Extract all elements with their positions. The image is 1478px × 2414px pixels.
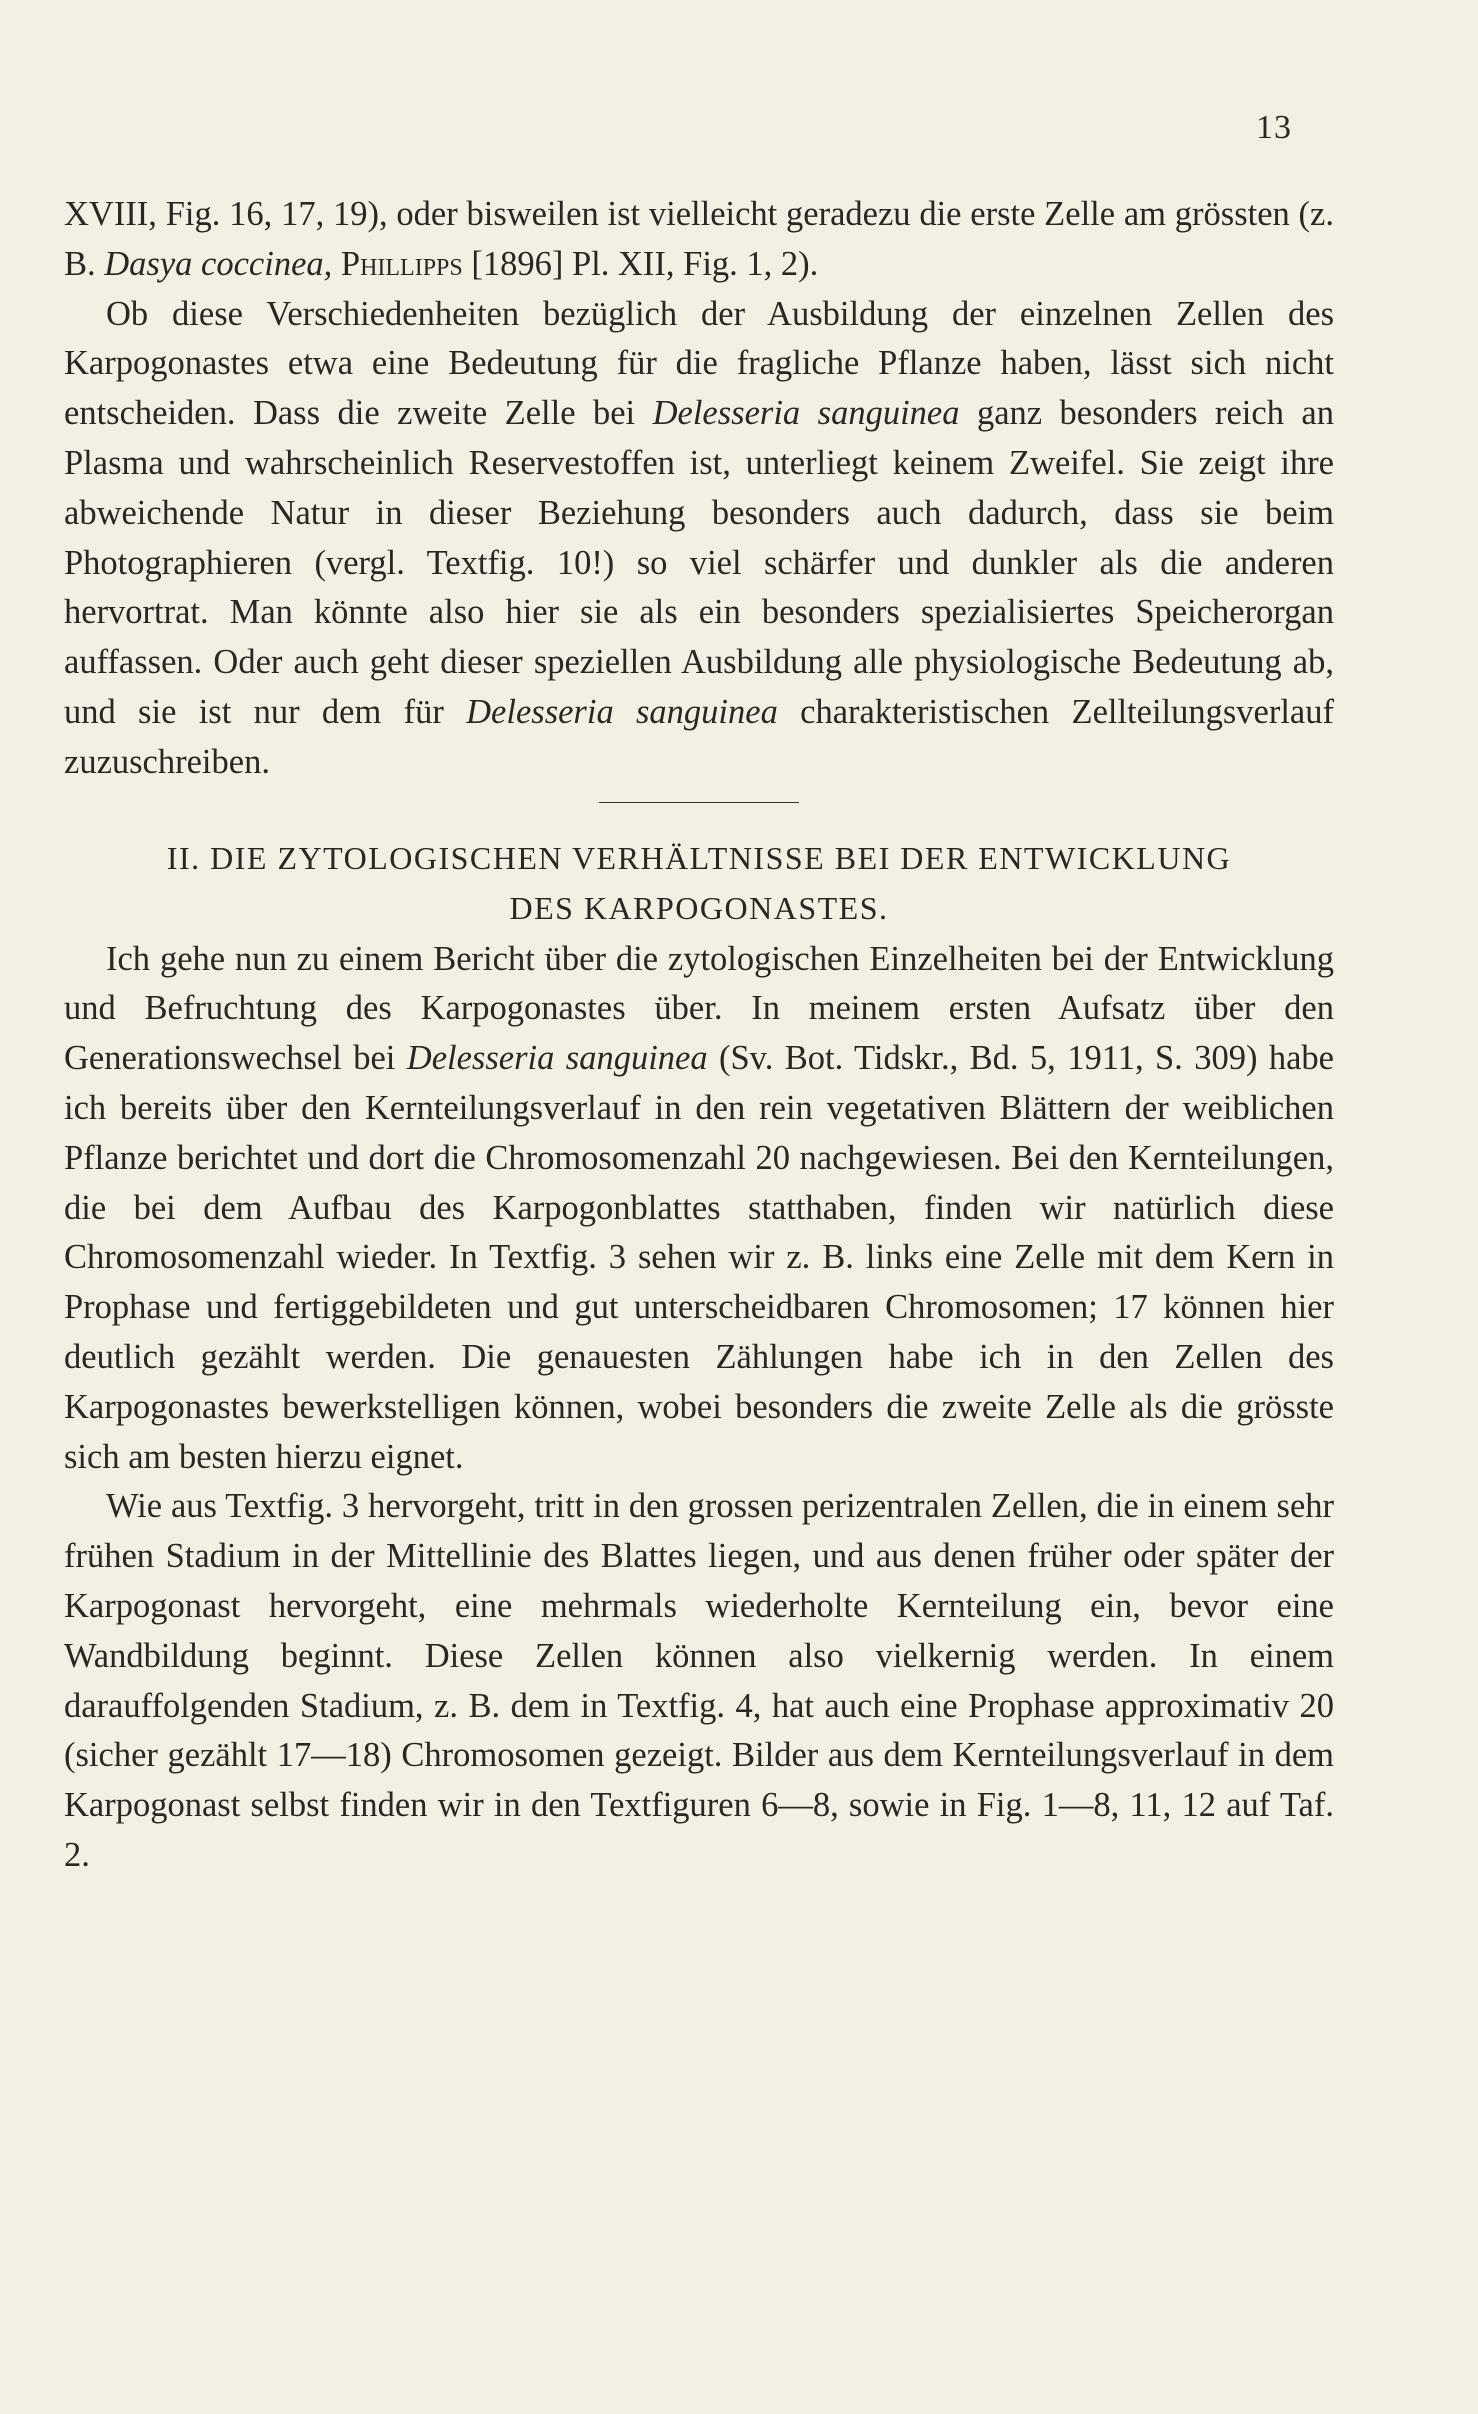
text-run: XVIII, Fig. 16, 17, 19), oder bisweilen ist vielleicht geradezu die erste Zelle am grössten (z. B.: [64, 195, 1334, 283]
page-number: 13: [1256, 109, 1292, 146]
italic-species-name: Delesseria sanguinea: [652, 394, 960, 433]
text-run: [332, 245, 341, 283]
text-run: charakteristischen Zellteilungsverlauf zuzuschreiben.: [64, 692, 1334, 781]
text-run: [1896] Pl. XII, Fig. 1, 2).: [462, 244, 819, 283]
section-heading: [64, 833, 1334, 933]
section-separator-rule: [599, 802, 799, 803]
text-run: Wie aus Textfig. 3 hervorgeht, tritt in den grossen perizentralen Zellen, die in einem sehr frühen Stadium in der Mittellinie des Blattes liegen, und aus denen früher oder später der Karpogonast hervorgeht, eine mehrmals wiederholte Kernteilung ein, bevor eine Wandbildung beginnt. Diese Zellen können also vielkernig werden. In einem darauffolgenden Stadium, z. B. dem in Textfig. 4, hat auch eine Prophase approximativ 20 (sicher gezählt 17—18) Chromosomen gezeigt. Bilder aus dem Kernteilungsverlauf in dem Karpogonast selbst finden wir in den Textfiguren 6—8, sowie in Fig. 1—8, 11, 12 auf Taf. 2.: [64, 1487, 1334, 1874]
italic-species-name: Delesseria sanguinea: [466, 692, 778, 731]
paragraph-ich-gehe: [64, 935, 1334, 1483]
author-name-smallcaps: Phillipps: [340, 244, 463, 283]
paragraph-ob-diese: [64, 290, 1334, 788]
text-run: Ich gehe nun zu einem Bericht über die zytologischen Einzelheiten bei der Entwicklung und Befruchtung des Karpogonastes über. In meinem ersten Aufsatz über den Generationswechsel bei: [64, 939, 1334, 1078]
text-run: (Sv. Bot. Tidskr., Bd. 5, 1911, S. 309) habe ich bereits über den Kernteilungsverlauf in den rein vegetativen Blättern der weiblichen Pflanze berichtet und dort die Chromosomenzahl 20 nachgewiesen. Bei den Kernteilungen, die bei dem Aufbau des Karpogonblattes statthaben, finden wir natürlich diese Chromosomenzahl wieder. In Textfig. 3 sehen wir z. B. links eine Zelle mit dem Kern in Prophase und fertiggebildeten und gut unterscheidbaren Chromosomen; 17 können hier deutlich gezählt werden. Die genauesten Zählungen habe ich in den Zellen des Karpogonastes bewerkstelligen können, wobei besonders die zweite Zelle als die grösste sich am besten hierzu eignet.: [64, 1039, 1334, 1476]
section-heading-line-2: DES KARPOGONASTES.: [509, 889, 889, 926]
italic-species-name: Delesseria sanguinea: [406, 1039, 708, 1078]
text-run: Ob diese Verschiedenheiten bezüglich der Ausbildung der einzelnen Zellen des Karpogonastes etwa eine Bedeutung für die fragliche Pflanze haben, lässt sich nicht entscheiden. Dass die zweite Zelle bei: [64, 294, 1334, 433]
text-run: ganz besonders reich an Plasma und wahrscheinlich Reservestoffen ist, unterliegt keinem Zweifel. Sie zeigt ihre abweichende Natur in dieser Beziehung besonders auch dadurch, dass sie beim Photographieren (vergl. Textfig. 10!) so viel schärfer und dunkler als die anderen hervortrat. Man könnte also hier sie als ein besonders spezialisiertes Speicherorgan auffassen. Oder auch geht dieser speziellen Ausbildung alle physiologische Bedeutung ab, und sie ist nur dem für: [64, 394, 1334, 731]
body-text: [64, 190, 1334, 1881]
italic-species-name: Dasya coccinea,: [104, 244, 333, 283]
section-heading-line-1: II. DIE ZYTOLOGISCHEN VERHÄLTNISSE BEI DER ENTWICKLUNG: [166, 839, 1232, 876]
paragraph-continuation: [64, 190, 1334, 290]
paragraph-wie-aus: [64, 1482, 1334, 1880]
